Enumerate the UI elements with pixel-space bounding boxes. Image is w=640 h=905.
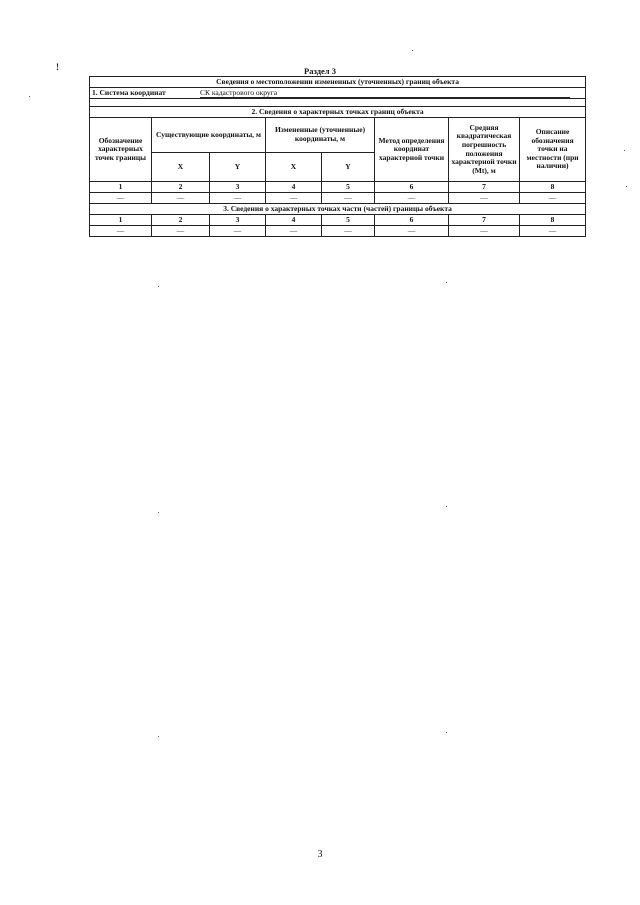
col-existing-y: Y (210, 153, 266, 182)
scan-speck (446, 282, 447, 283)
col-number: 3 (210, 215, 266, 226)
part3-title: 3. Сведения о характерных точках части (частей) границы объекта (90, 204, 586, 215)
scan-speck (446, 732, 447, 733)
col-number: 4 (266, 215, 322, 226)
part3-number-row (90, 215, 586, 226)
part3-data-row (90, 226, 586, 237)
scan-speck (626, 186, 627, 187)
scan-speck (158, 512, 159, 513)
page-number: 3 (317, 849, 323, 860)
scan-speck (29, 96, 30, 97)
coordinate-system-row (90, 88, 586, 99)
col-error: Средняя квадратическая погрешность положения характерной точки (Mt), м (449, 118, 520, 182)
empty-cell: — (322, 226, 375, 237)
col-number: 8 (520, 182, 586, 193)
empty-cell: — (449, 226, 520, 237)
col-description: Описание обозначения точки на местности (при наличии) (520, 118, 586, 182)
section-title: Раздел 3 (304, 66, 336, 76)
part2-number-row (90, 182, 586, 193)
margin-mark: ! (56, 62, 59, 72)
col-number: 7 (449, 182, 520, 193)
part2-title: 2. Сведения о характерных точках границ объекта (90, 107, 586, 118)
col-number: 4 (266, 182, 322, 193)
boundary-table (89, 76, 586, 237)
col-changed: Измененные (уточненные) координаты, м (266, 118, 375, 153)
empty-cell: — (152, 226, 210, 237)
empty-cell: — (152, 193, 210, 204)
scan-speck (446, 506, 447, 507)
col-number: 1 (90, 215, 152, 226)
table-header: Сведения о местоположении измененных (уточненных) границ объекта (90, 77, 586, 88)
empty-cell: — (266, 193, 322, 204)
empty-cell: — (520, 226, 586, 237)
empty-cell: — (449, 193, 520, 204)
col-number: 2 (152, 215, 210, 226)
coordinate-system-value: СК кадастрового округа (200, 88, 570, 98)
col-number: 5 (322, 182, 375, 193)
col-number: 6 (375, 182, 449, 193)
empty-cell: — (210, 226, 266, 237)
part2-data-row (90, 193, 586, 204)
col-changed-y: Y (322, 153, 375, 182)
col-existing-x: X (152, 153, 210, 182)
col-number: 5 (322, 215, 375, 226)
scan-speck (158, 286, 159, 287)
col-number: 8 (520, 215, 586, 226)
col-existing: Существующие координаты, м (152, 118, 266, 153)
col-number: 3 (210, 182, 266, 193)
empty-cell: — (375, 193, 449, 204)
scan-speck (624, 150, 625, 151)
spacer-row (90, 99, 586, 107)
col-number: 2 (152, 182, 210, 193)
empty-cell: — (90, 193, 152, 204)
scan-speck (158, 736, 159, 737)
empty-cell: — (375, 226, 449, 237)
empty-cell: — (322, 193, 375, 204)
col-changed-x: X (266, 153, 322, 182)
col-number: 1 (90, 182, 152, 193)
col-designation: Обозначение характерных точек границы (90, 118, 152, 182)
col-number: 6 (375, 215, 449, 226)
empty-cell: — (210, 193, 266, 204)
scan-speck (412, 50, 413, 51)
col-method: Метод определения координат характерной точки (375, 118, 449, 182)
coordinate-system-label: 1. Система координат (92, 88, 166, 97)
empty-cell: — (520, 193, 586, 204)
empty-cell: — (266, 226, 322, 237)
col-number: 7 (449, 215, 520, 226)
empty-cell: — (90, 226, 152, 237)
